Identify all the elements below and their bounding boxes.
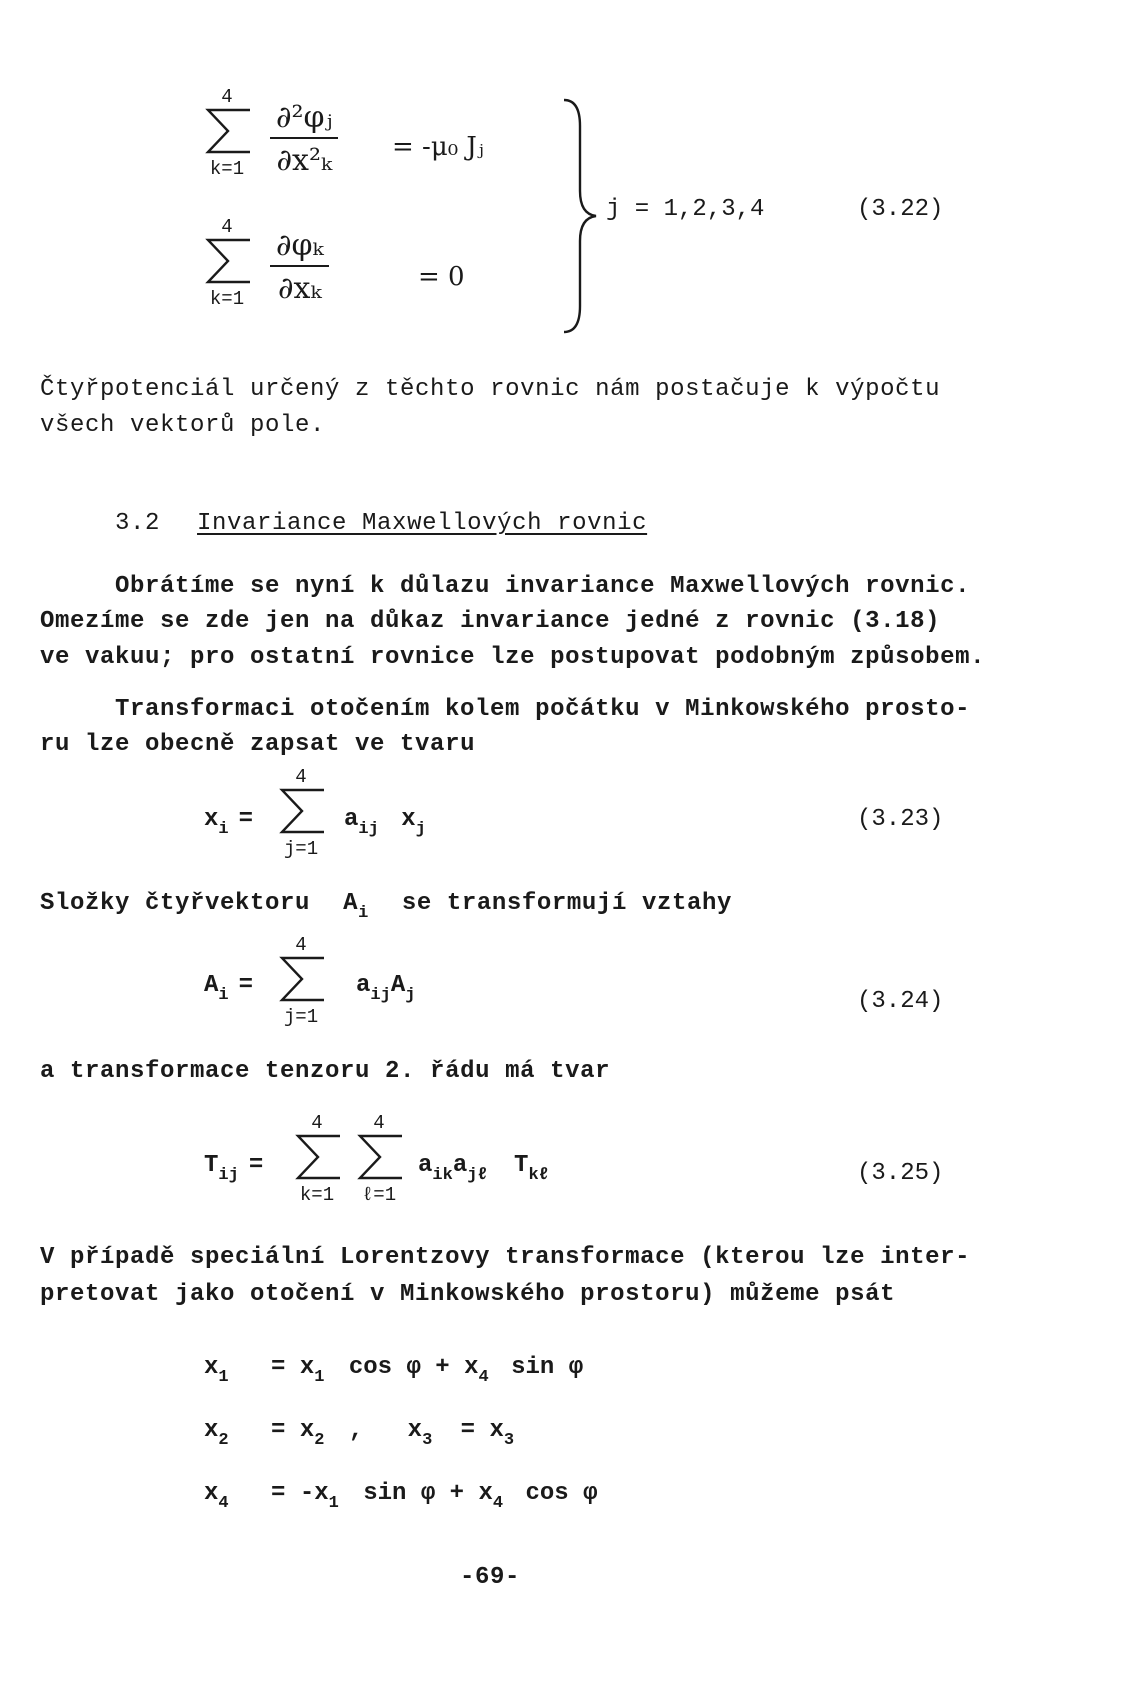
sigma-icon: [204, 106, 254, 156]
right-brace-icon: [560, 96, 600, 336]
section-heading: [115, 510, 647, 537]
equation-line: $x_2 = x_2$ , $x_3 = x_3$: [204, 1417, 515, 1450]
equation-lhs: $A_i$ =: [204, 972, 254, 1005]
paragraph-line: Omezíme se zde jen na důkaz invariance jedné z rovnic (3.18): [40, 608, 941, 635]
equation-condition: j = 1,2,3,4: [606, 196, 765, 223]
equation-rhs: $a_{ij}A_j$: [356, 972, 416, 1005]
section-title: Invariance Maxwellových rovnic: [197, 510, 648, 537]
section-number: 3.2: [115, 510, 161, 537]
paragraph-line: Složky čtyřvektoru $A_i$ se transformují vztahy: [40, 890, 732, 923]
sigma-icon: [204, 236, 254, 286]
summation-symbol: 4 k=1: [200, 222, 260, 302]
paragraph-line: V případě speciální Lorentzovy transformace (kterou lze inter-: [40, 1244, 971, 1271]
summation-symbol: 4 j=1: [274, 772, 334, 852]
equation-lhs: $T_{ij}$ =: [204, 1152, 264, 1185]
fraction: $\frac{\text{∂²φⱼ}}{\text{∂x²ₖ}}$: [270, 100, 338, 178]
paragraph-line: Transformaci otočením kolem počátku v Minkowského prosto-: [115, 696, 971, 723]
paragraph-line: pretovat jako otočení v Minkowského prostoru) můžeme psát: [40, 1281, 896, 1308]
equation-number: (3.24): [857, 988, 944, 1015]
paragraph-line: Obrátíme se nyní k důlazu invariance Maxwellových rovnic.: [115, 573, 971, 600]
equation-rhs: = 0: [418, 262, 465, 292]
sigma-icon: [278, 954, 328, 1004]
summation-symbol: 4 k=1: [200, 92, 260, 172]
summation-symbol: 4 k=1: [290, 1118, 350, 1198]
summation-symbol: 4 ℓ=1: [352, 1118, 412, 1198]
fraction: $\frac{\text{∂φₖ}}{\text{∂xₖ}}$: [270, 228, 329, 306]
paragraph-line: všech vektorů pole.: [40, 412, 326, 439]
equation-lhs: $x_i$ =: [204, 806, 254, 839]
page-number: -69-: [460, 1564, 521, 1591]
equation-rhs: = -μ₀ Jⱼ: [392, 132, 484, 162]
sigma-icon: [278, 786, 328, 836]
equation-number: (3.22): [857, 196, 944, 223]
summation-symbol: 4 j=1: [274, 940, 334, 1020]
equation-number: (3.25): [857, 1160, 944, 1187]
sigma-icon: [294, 1132, 344, 1182]
paragraph-line: Čtyřpotenciál určený z těchto rovnic nám postačuje k výpočtu: [40, 376, 941, 403]
equation-rhs: $a_{ij}$ $x_j$: [344, 806, 426, 839]
sigma-icon: [356, 1132, 406, 1182]
paragraph-line: ru lze obecně zapsat ve tvaru: [40, 731, 476, 758]
equation-line: $x_1 = x_1$ $\cos \varphi + x_4$ sin φ: [204, 1354, 584, 1387]
paragraph-line: a transformace tenzoru 2. řádu má tvar: [40, 1058, 611, 1085]
equation-rhs: $a_{ik}a_{j\ell}$ $T_{k\ell}$: [418, 1152, 549, 1185]
equation-line: $x_4 = -x_1$ $\sin \varphi + x_4$ cos φ: [204, 1480, 598, 1513]
equation-number: (3.23): [857, 806, 944, 833]
paragraph-line: ve vakuu; pro ostatní rovnice lze postupovat podobným způsobem.: [40, 644, 986, 671]
